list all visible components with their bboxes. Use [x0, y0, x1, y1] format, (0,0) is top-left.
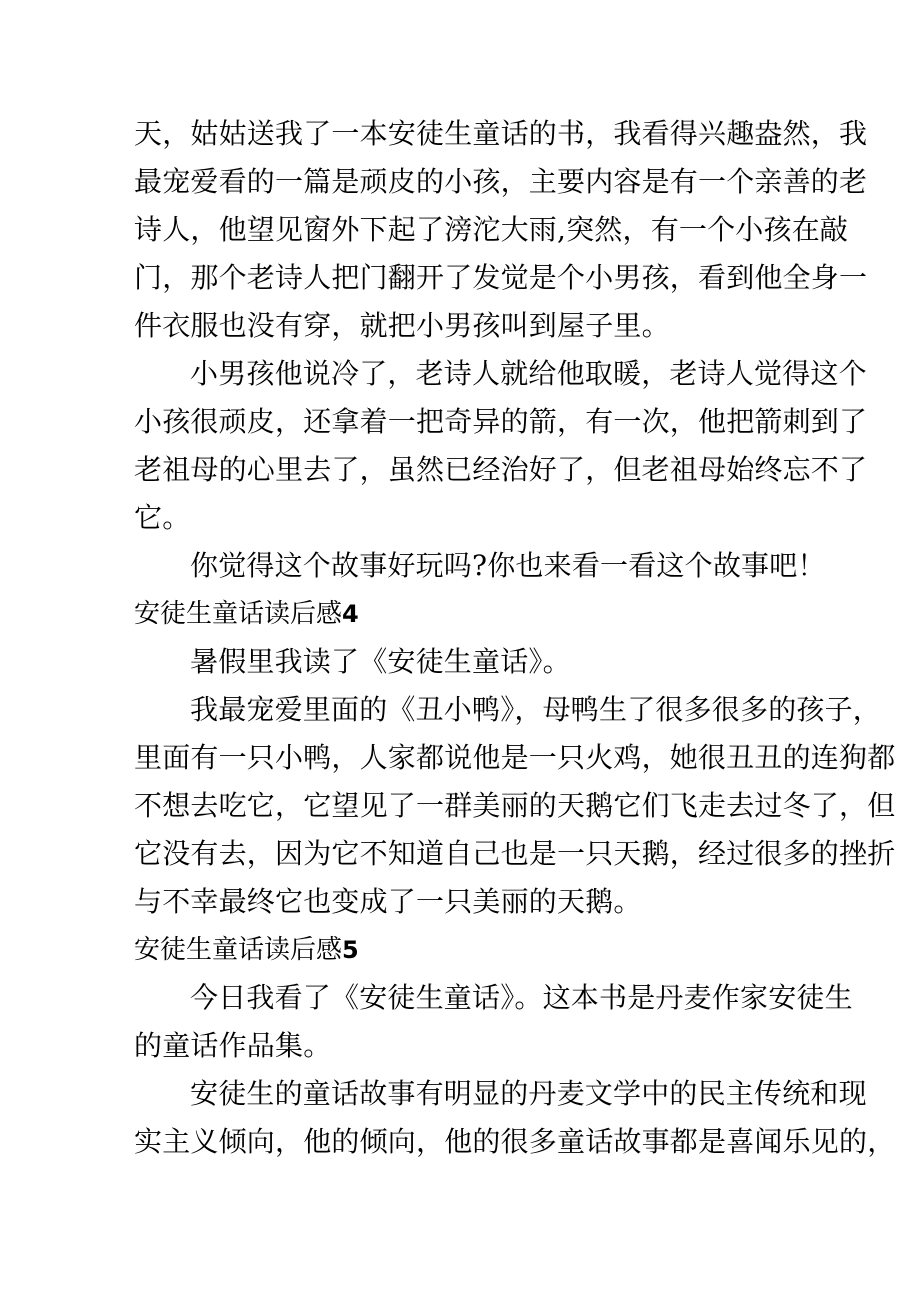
text-line: 暑假里我读了《安徒生童话》。	[190, 645, 571, 678]
paragraph	[134, 350, 868, 542]
paragraph	[134, 974, 853, 1070]
text-line: 它没有去，因为它不知道自己也是一只天鹅，经过很多的挫折	[134, 837, 896, 870]
text-line: 安徒生的童话故事有明显的丹麦文学中的民主传统和现	[190, 1077, 867, 1110]
section-heading-4	[134, 590, 788, 638]
document-body	[134, 110, 896, 1166]
paragraph	[134, 110, 868, 350]
text-line: 小男孩他说冷了，老诗人就给他取暖，老诗人觉得这个	[190, 357, 867, 390]
text-line: 不想去吃它，它望见了一群美丽的天鹅它们飞走去过冬了，但	[134, 789, 896, 822]
heading-text: 安徒生童话读后感	[134, 599, 343, 629]
heading-text: 安徒生童话读后感	[134, 935, 343, 965]
text-line: 天，姑姑送我了一本安徒生童话的书，我看得兴趣盎然，我	[134, 117, 868, 150]
text-line: 里面有一只小鸭，人家都说他是一只火鸡，她很丑丑的连狗都	[134, 741, 896, 774]
paragraph	[134, 686, 896, 926]
text-line: 今日我看了《安徒生童话》。这本书是丹麦作家安徒生	[190, 981, 853, 1014]
heading-number: 4	[342, 600, 359, 628]
text-line: 实主义倾向，他的倾向，他的很多童话故事都是喜闻乐见的，	[134, 1125, 896, 1158]
text-line: 门，那个老诗人把门翻开了发觉是个小男孩，看到他全身一	[134, 261, 868, 294]
text-line: 件衣服也没有穿，就把小男孩叫到屋子里。	[134, 309, 670, 342]
paragraph	[134, 638, 788, 686]
text-line: 与不幸最终它也变成了一只美丽的天鹅。	[134, 885, 642, 918]
paragraph	[134, 542, 826, 590]
text-line: 最宠爱看的一篇是顽皮的小孩，主要内容是有一个亲善的老	[134, 165, 868, 198]
section-heading-5	[134, 926, 788, 974]
text-line: 诗人，他望见窗外下起了滂沱大雨,突然，有一个小孩在敲	[134, 213, 849, 246]
text-line: 它。	[134, 501, 191, 534]
paragraph	[134, 1070, 896, 1166]
text-line: 我最宠爱里面的《丑小鸭》，母鸭生了很多很多的孩子，	[190, 693, 882, 726]
heading-number: 5	[342, 936, 359, 964]
text-line: 你觉得这个故事好玩吗?你也来看一看这个故事吧！	[190, 549, 826, 582]
text-line: 老祖母的心里去了，虽然已经治好了，但老祖母始终忘不了	[134, 453, 868, 486]
text-line: 的童话作品集。	[134, 1029, 332, 1062]
text-line: 小孩很顽皮，还拿着一把奇异的箭，有一次，他把箭刺到了	[134, 405, 868, 438]
